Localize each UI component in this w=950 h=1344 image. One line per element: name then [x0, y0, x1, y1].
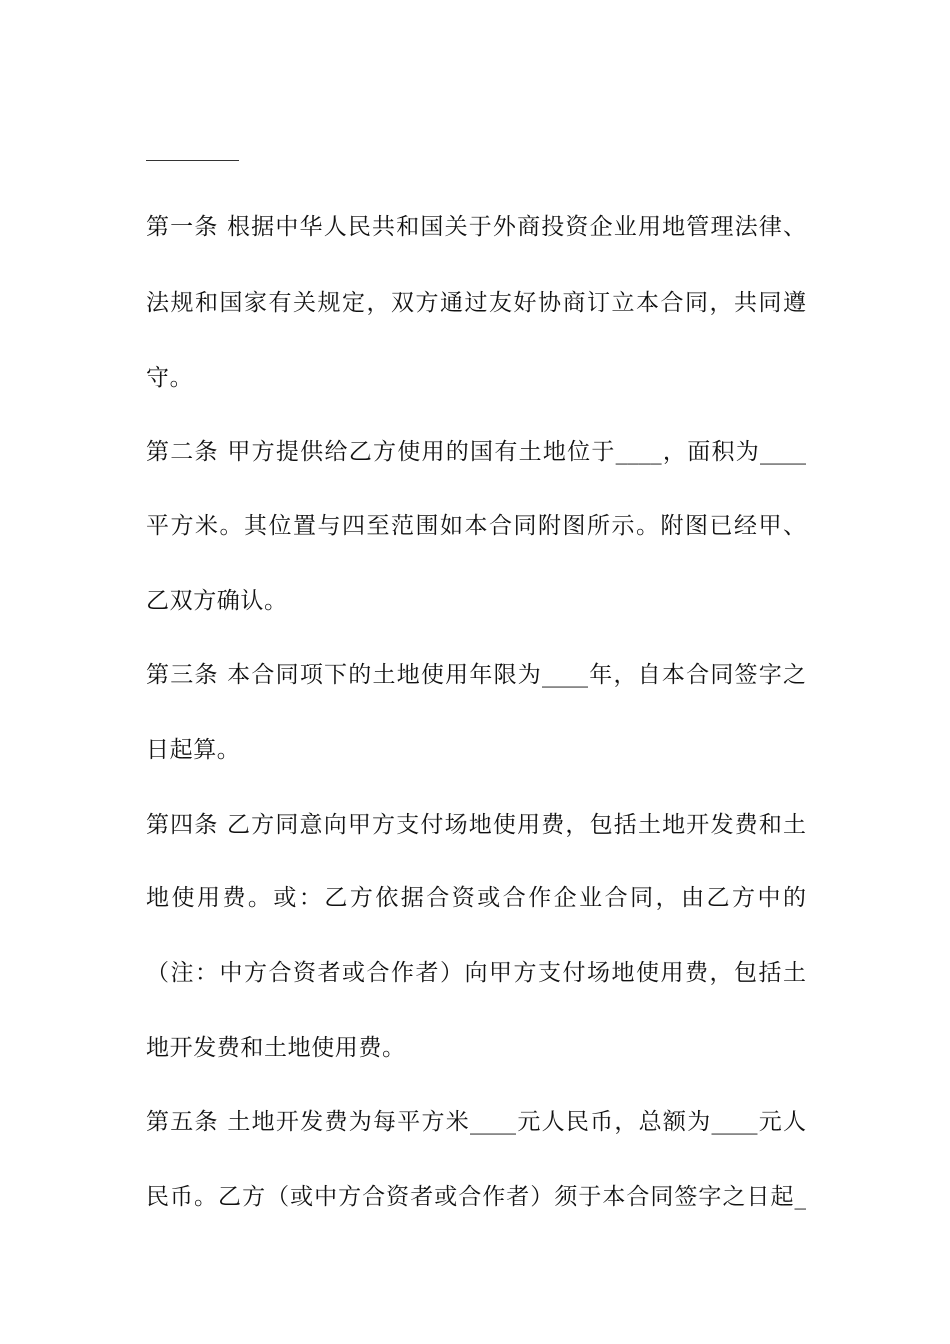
text-line-13: 第五条 土地开发费为每平方米____元人民币，总额为____元人 — [146, 1109, 806, 1135]
text-line-8: 日起算。 — [146, 737, 241, 763]
top-rule-divider — [146, 160, 239, 161]
text-line-12: 地开发费和土地使用费。 — [146, 1035, 406, 1061]
text-line-3: 守。 — [146, 365, 194, 391]
text-line-7: 第三条 本合同项下的土地使用年限为____年，自本合同签字之 — [146, 662, 806, 688]
text-line-9: 第四条 乙方同意向甲方支付场地使用费，包括土地开发费和土 — [146, 812, 806, 838]
text-line-1: 第一条 根据中华人民共和国关于外商投资企业用地管理法律、 — [146, 214, 806, 240]
text-line-2: 法规和国家有关规定，双方通过友好协商订立本合同，共同遵 — [146, 290, 806, 316]
text-line-6: 乙双方确认。 — [146, 588, 288, 614]
text-line-11: （注：中方合资者或合作者）向甲方支付场地使用费，包括土 — [146, 960, 806, 986]
text-line-14: 民币。乙方（或中方合资者或合作者）须于本合同签字之日起_ — [146, 1184, 806, 1210]
text-line-10: 地使用费。或：乙方依据合资或合作企业合同，由乙方中的 — [146, 885, 806, 911]
text-line-5: 平方米。其位置与四至范围如本合同附图所示。附图已经甲、 — [146, 513, 806, 539]
text-line-4: 第二条 甲方提供给乙方使用的国有土地位于____，面积为____ — [146, 439, 806, 465]
